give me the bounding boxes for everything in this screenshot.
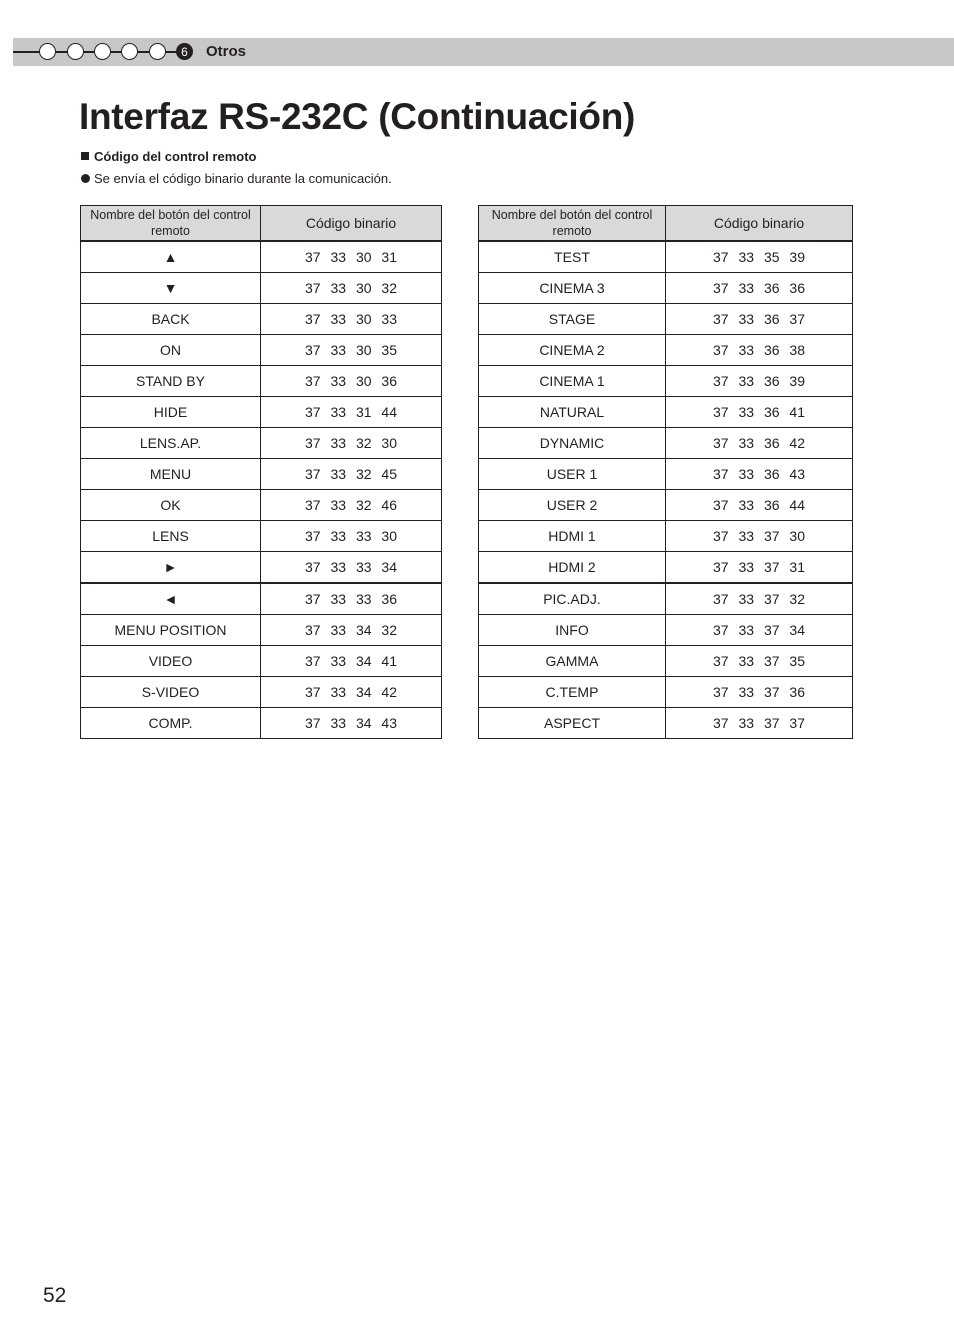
page-number: 52 — [43, 1284, 67, 1307]
binary-code-cell: 37 33 30 36 — [261, 366, 442, 397]
binary-code-cell: 37 33 31 44 — [261, 397, 442, 428]
remote-code-table-left — [80, 205, 442, 739]
binary-code-cell: 37 33 34 42 — [261, 677, 442, 708]
table-row — [479, 552, 853, 584]
binary-code-cell: 37 33 37 32 — [666, 583, 853, 615]
table-row — [479, 335, 853, 366]
circle-bullet-icon — [81, 174, 90, 183]
table-header-row — [81, 206, 442, 242]
table-row — [81, 583, 442, 615]
button-name-cell: ▼ — [81, 273, 261, 304]
button-name-cell: C.TEMP — [479, 677, 666, 708]
table-row — [81, 646, 442, 677]
binary-code-cell: 37 33 32 30 — [261, 428, 442, 459]
section-label: Otros — [206, 43, 247, 60]
button-name-cell: TEST — [479, 241, 666, 273]
binary-code-cell: 37 33 37 37 — [666, 708, 853, 739]
button-name-cell: MENU — [81, 459, 261, 490]
page-title: Interfaz RS-232C (Continuación) — [79, 96, 636, 137]
button-name-cell: MENU POSITION — [81, 615, 261, 646]
table-body-left — [81, 241, 442, 739]
binary-code-cell: 37 33 30 33 — [261, 304, 442, 335]
chapter-circle-icon — [39, 43, 56, 60]
table-row — [479, 583, 853, 615]
binary-code-cell: 37 33 37 34 — [666, 615, 853, 646]
chapter-circle-icon — [149, 43, 166, 60]
binary-code-cell: 37 33 36 44 — [666, 490, 853, 521]
button-name-cell: ▲ — [81, 241, 261, 273]
binary-code-cell: 37 33 30 35 — [261, 335, 442, 366]
table-body-right — [479, 241, 853, 739]
table-header-row — [479, 206, 853, 242]
binary-code-cell: 37 33 36 36 — [666, 273, 853, 304]
button-name-cell: GAMMA — [479, 646, 666, 677]
binary-code-cell: 37 33 34 32 — [261, 615, 442, 646]
column-header-button-name: Nombre del botón del control remoto — [81, 206, 261, 242]
binary-code-cell: 37 33 37 30 — [666, 521, 853, 552]
binary-code-cell: 37 33 34 41 — [261, 646, 442, 677]
table-row — [81, 708, 442, 739]
button-name-cell: INFO — [479, 615, 666, 646]
button-name-cell: HIDE — [81, 397, 261, 428]
binary-code-cell: 37 33 33 30 — [261, 521, 442, 552]
binary-code-cell: 37 33 36 42 — [666, 428, 853, 459]
button-name-cell: CINEMA 1 — [479, 366, 666, 397]
button-name-cell: USER 2 — [479, 490, 666, 521]
square-bullet-icon — [81, 152, 89, 160]
table-row — [479, 304, 853, 335]
table-row — [81, 521, 442, 552]
table-row — [479, 428, 853, 459]
button-name-cell: S-VIDEO — [81, 677, 261, 708]
table-row — [81, 677, 442, 708]
binary-code-cell: 37 33 36 37 — [666, 304, 853, 335]
chapter-circle-icon — [94, 43, 111, 60]
note-text: Se envía el código binario durante la comunicación. — [94, 171, 392, 186]
button-name-cell: STAND BY — [81, 366, 261, 397]
button-name-cell: ◄ — [81, 583, 261, 615]
table-row — [479, 615, 853, 646]
table-row — [81, 366, 442, 397]
button-name-cell: ► — [81, 552, 261, 584]
column-header-binary-code: Código binario — [666, 206, 853, 242]
table-row — [479, 241, 853, 273]
table-row — [81, 490, 442, 521]
button-name-cell: STAGE — [479, 304, 666, 335]
table-row — [479, 273, 853, 304]
table-row — [479, 708, 853, 739]
binary-code-cell: 37 33 32 46 — [261, 490, 442, 521]
binary-code-cell: 37 33 33 36 — [261, 583, 442, 615]
binary-code-cell: 37 33 34 43 — [261, 708, 442, 739]
button-name-cell: CINEMA 2 — [479, 335, 666, 366]
table-row — [81, 397, 442, 428]
table-row — [81, 428, 442, 459]
remote-code-table-right — [478, 205, 853, 739]
table-row — [479, 646, 853, 677]
binary-code-cell: 37 33 36 43 — [666, 459, 853, 490]
note — [81, 171, 392, 186]
table-row — [81, 273, 442, 304]
binary-code-cell: 37 33 37 36 — [666, 677, 853, 708]
button-name-cell: HDMI 2 — [479, 552, 666, 584]
button-name-cell: BACK — [81, 304, 261, 335]
table-row — [479, 521, 853, 552]
table-row — [81, 459, 442, 490]
binary-code-cell: 37 33 37 35 — [666, 646, 853, 677]
table-row — [81, 552, 442, 584]
table-row — [479, 490, 853, 521]
binary-code-cell: 37 33 33 34 — [261, 552, 442, 584]
button-name-cell: ON — [81, 335, 261, 366]
table-row — [81, 304, 442, 335]
binary-code-cell: 37 33 32 45 — [261, 459, 442, 490]
binary-code-cell: 37 33 36 39 — [666, 366, 853, 397]
binary-code-cell: 37 33 30 31 — [261, 241, 442, 273]
table-row — [81, 335, 442, 366]
table-row — [81, 615, 442, 646]
subheading — [81, 149, 257, 164]
chapter-circle-icon — [67, 43, 84, 60]
button-name-cell: VIDEO — [81, 646, 261, 677]
binary-code-cell: 37 33 37 31 — [666, 552, 853, 584]
subheading-text: Código del control remoto — [94, 149, 257, 164]
table-row — [479, 459, 853, 490]
table-row — [479, 366, 853, 397]
binary-code-cell: 37 33 30 32 — [261, 273, 442, 304]
button-name-cell: LENS.AP. — [81, 428, 261, 459]
binary-code-cell: 37 33 36 38 — [666, 335, 853, 366]
button-name-cell: OK — [81, 490, 261, 521]
button-name-cell: COMP. — [81, 708, 261, 739]
table-row — [479, 677, 853, 708]
button-name-cell: NATURAL — [479, 397, 666, 428]
button-name-cell: DYNAMIC — [479, 428, 666, 459]
table-row — [479, 397, 853, 428]
binary-code-cell: 37 33 35 39 — [666, 241, 853, 273]
chapter-circle-icon — [121, 43, 138, 60]
binary-code-cell: 37 33 36 41 — [666, 397, 853, 428]
column-header-button-name: Nombre del botón del control remoto — [479, 206, 666, 242]
button-name-cell: HDMI 1 — [479, 521, 666, 552]
button-name-cell: LENS — [81, 521, 261, 552]
chapter-number-badge: 6 — [176, 43, 193, 60]
button-name-cell: PIC.ADJ. — [479, 583, 666, 615]
button-name-cell: CINEMA 3 — [479, 273, 666, 304]
button-name-cell: USER 1 — [479, 459, 666, 490]
table-row — [81, 241, 442, 273]
button-name-cell: ASPECT — [479, 708, 666, 739]
column-header-binary-code: Código binario — [261, 206, 442, 242]
